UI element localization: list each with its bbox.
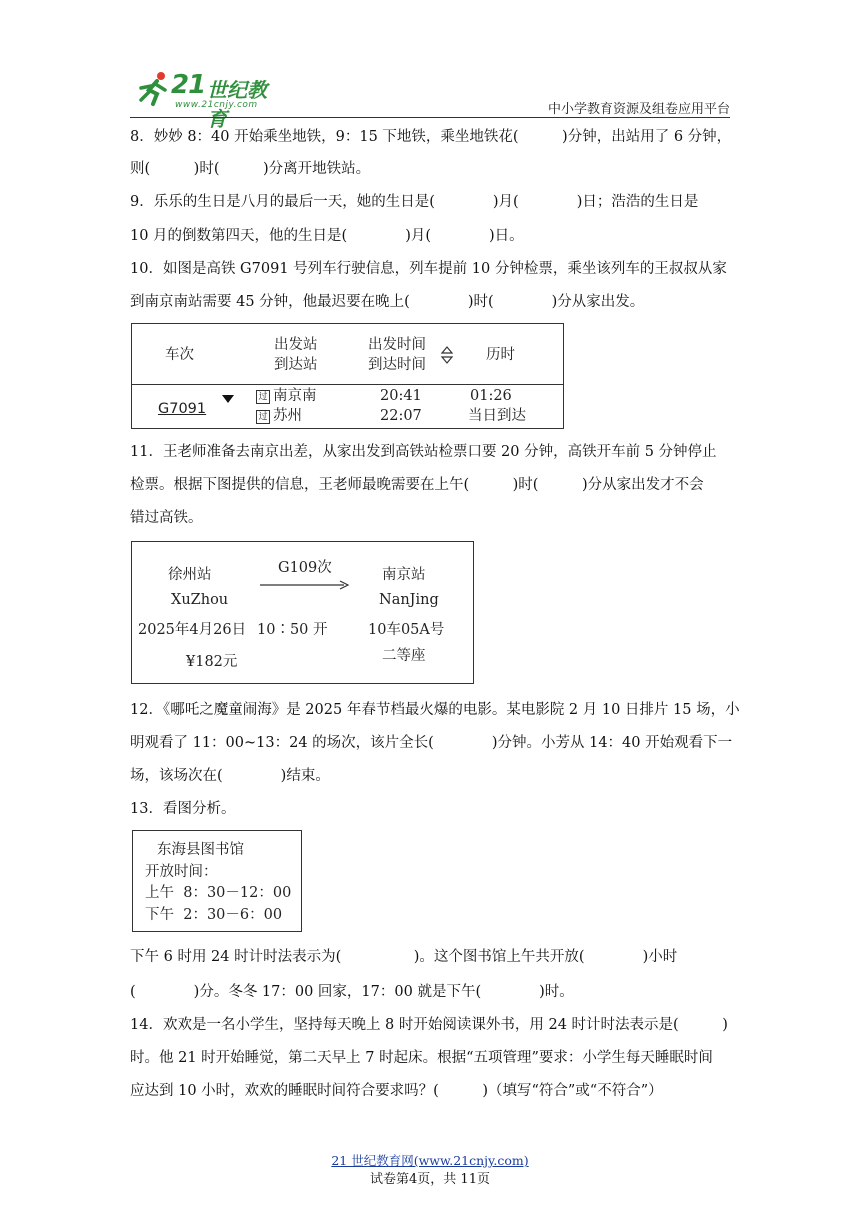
runner-icon (135, 70, 173, 108)
header-arrive-station: 到达站 (274, 357, 318, 373)
header-depart-time: 出发时间 (368, 337, 426, 353)
header-duration: 历时 (486, 347, 515, 363)
ticket-from-cn: 徐州站 (168, 567, 212, 583)
ticket-class: 二等座 (382, 648, 426, 664)
library-sign (132, 830, 302, 932)
header-depart-station: 出发站 (274, 337, 318, 353)
logo-number: 21 (171, 70, 206, 100)
question-13-line-1: 13．看图分析。 (130, 801, 236, 817)
depart-station-name: 南京南 (273, 388, 317, 404)
arrive-time: 22:07 (380, 408, 422, 424)
header-arrive-time: 到达时间 (368, 357, 426, 373)
footer-site-link[interactable]: 21 世纪教育网(www.21cnjy.com) (331, 1153, 529, 1168)
question-14-line-3: 应达到 10 小时，欢欢的睡眠时间符合要求吗？( )（填写“符合”或“不符合”） (130, 1083, 663, 1099)
arrow-icon (260, 580, 350, 590)
library-afternoon-hours: 下午 2：30－6：00 (145, 907, 283, 923)
library-hours-label: 开放时间： (145, 864, 218, 880)
ticket-price: ¥182元 (186, 654, 238, 670)
ticket-to-en: NanJing (379, 592, 439, 608)
ticket-train: G109次 (278, 560, 332, 576)
question-12-line-2: 明观看了 11：00~13：24 的场次，该片全长( )分钟。小芳从 14：40 开始观看下一 (130, 735, 733, 751)
question-13-line-2: 下午 6 时用 24 时计时法表示为( )。这个图书馆上午共开放( )小时 (130, 949, 678, 965)
sort-icon[interactable] (440, 344, 454, 366)
train-ticket (131, 541, 474, 684)
pass-mark-arrive: 过 (256, 410, 270, 424)
ticket-seat: 10车05A号 (368, 622, 445, 638)
depart-time: 20:41 (380, 388, 422, 404)
header-divider (130, 117, 730, 118)
question-9-line-2: 10 月的倒数第四天，他的生日是( )月( )日。 (130, 228, 524, 244)
logo (135, 68, 285, 131)
logo-url: www.21cnjy.com (175, 100, 258, 110)
question-14-line-2: 时。他 21 时开始睡觉，第二天早上 7 时起床。根据“五项管理”要求：小学生每天睡眠时间 (130, 1050, 713, 1066)
arrive-station (256, 406, 302, 426)
question-13-line-3: ( )分。冬冬 17：00 回家，17：00 就是下午( )时。 (130, 984, 574, 1000)
library-name: 东海县图书馆 (157, 842, 244, 858)
dropdown-triangle-icon[interactable] (221, 393, 235, 405)
question-9-line-1: 9．乐乐的生日是八月的最后一天，她的生日是( )月( )日；浩浩的生日是 (130, 194, 699, 210)
page-number: 试卷第4页，共 11页 (370, 1172, 490, 1187)
question-11-line-2: 检票。根据下图提供的信息，王老师最晚需要在上午( )时( )分从家出发才不会 (130, 477, 704, 493)
question-8-line-1: 8．妙妙 8：40 开始乘坐地铁，9：15 下地铁，乘坐地铁花( )分钟，出站用了 6 分钟， (130, 129, 732, 145)
ticket-time: 10∶50 开 (257, 622, 328, 638)
train-info-table (131, 323, 564, 429)
platform-name: 中小学教育资源及组卷应用平台 (547, 102, 730, 117)
question-8-line-2: 则( )时( )分离开地铁站。 (130, 161, 371, 177)
arrive-day: 当日到达 (468, 408, 526, 424)
pass-mark-depart: 过 (256, 390, 270, 404)
logo-text: 世纪教育 (207, 78, 267, 131)
question-12-line-1: 12．《哪吒之魔童闹海》是 2025 年春节档最火爆的电影。某电影院 2 月 10 日排片 15 场，小 (130, 702, 740, 718)
question-14-line-1: 14．欢欢是一名小学生，坚持每天晚上 8 时开始阅读课外书，用 24 时计时法表示是( ) (130, 1017, 728, 1033)
depart-station (256, 386, 317, 406)
arrive-station-name: 苏州 (273, 408, 302, 424)
library-morning-hours: 上午 8：30－12：00 (145, 885, 292, 901)
question-10-line-1: 10．如图是高铁 G7091 号列车行驶信息，列车提前 10 分钟检票，乘坐该列车的王叔叔从家 (130, 261, 727, 277)
table-divider (132, 384, 563, 385)
ticket-date: 2025年4月26日 (138, 622, 247, 638)
ticket-from-en: XuZhou (171, 592, 229, 608)
train-number-link[interactable]: G7091 (158, 401, 207, 417)
question-10-line-2: 到南京南站需要 45 分钟，他最迟要在晚上( )时( )分从家出发。 (130, 294, 645, 310)
duration: 01:26 (470, 388, 512, 404)
question-11-line-3: 错过高铁。 (130, 510, 203, 526)
question-12-line-3: 场，该场次在( )结束。 (130, 768, 330, 784)
question-11-line-1: 11．王老师准备去南京出差，从家出发到高铁站检票口要 20 分钟，高铁开车前 5 分钟停止 (130, 444, 717, 460)
header-train-no: 车次 (165, 347, 194, 363)
ticket-to-cn: 南京站 (382, 567, 426, 583)
